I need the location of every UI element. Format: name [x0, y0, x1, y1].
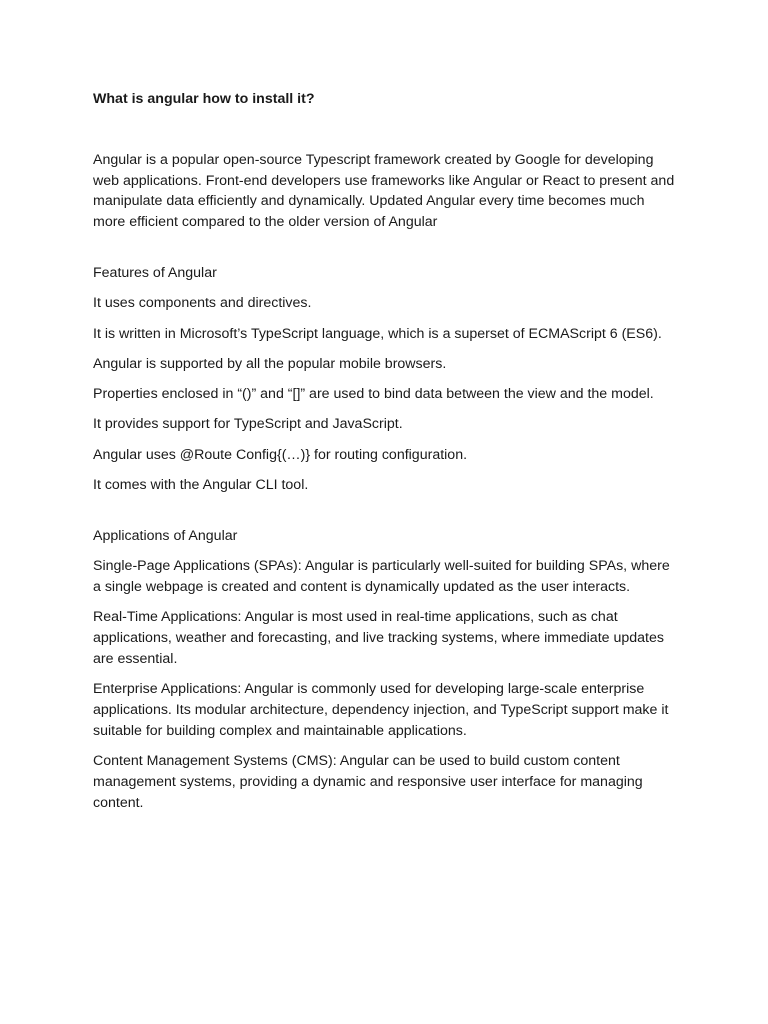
- feature-item: It is written in Microsoft’s TypeScript language, which is a superset of ECMAScript 6 (ES6).: [93, 325, 662, 342]
- document-title: What is angular how to install it?: [93, 91, 315, 107]
- application-item: Content Management Systems (CMS): Angular can be used to build custom content management systems, providing a dynamic and responsive user interface for managing content.: [93, 753, 643, 811]
- features-heading: Features of Angular: [93, 264, 217, 281]
- feature-item: It provides support for TypeScript and JavaScript.: [93, 416, 403, 433]
- application-item: Single-Page Applications (SPAs): Angular is particularly well-suited for building SPAs, where a single webpage is created and content is dynamically updated as the user interacts.: [93, 558, 670, 595]
- feature-item: Angular uses @Route Config{(…)} for routing configuration.: [93, 446, 468, 463]
- feature-item: It comes with the Angular CLI tool.: [93, 477, 309, 494]
- application-item: Enterprise Applications: Angular is commonly used for developing large-scale enterprise applications. Its modular architecture, dependency injection, and TypeScript support make it suitable for building complex and maintainable applications.: [93, 681, 669, 739]
- feature-item: It uses components and directives.: [93, 295, 312, 312]
- application-item: Real-Time Applications: Angular is most used in real-time applications, such as chat applications, weather and forecasting, and live tracking systems, where immediate updates are essential.: [93, 609, 664, 667]
- feature-item: Angular is supported by all the popular mobile browsers.: [93, 355, 447, 372]
- intro-paragraph: Angular is a popular open-source Typescript framework created by Google for developing web applications. Front-end developers use frameworks like Angular or React to present and manipulate data efficiently and dynamically. Updated Angular every time becomes much more efficient compared to the older version of Angular: [93, 151, 675, 231]
- feature-item: Properties enclosed in “()” and “[]” are used to bind data between the view and the model.: [93, 386, 654, 403]
- applications-heading: Applications of Angular: [93, 527, 238, 544]
- document-body: [93, 89, 678, 813]
